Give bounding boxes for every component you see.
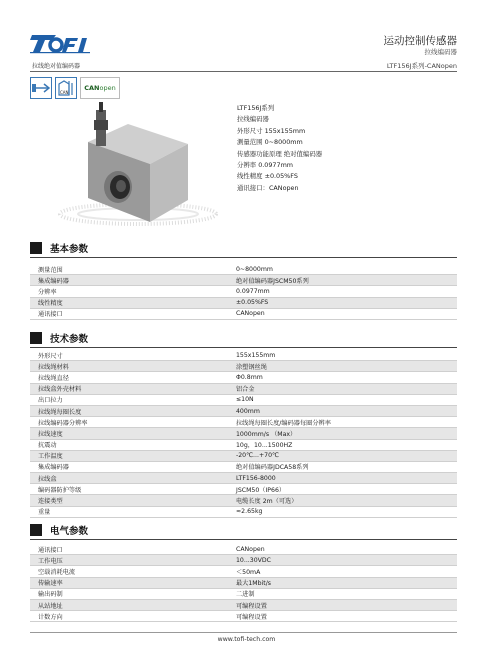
param-value: ≤10N: [236, 396, 254, 404]
param-name: 拉线速度: [38, 430, 63, 438]
param-name: 拉线盒: [38, 475, 57, 483]
param-value: -20℃...+70℃: [236, 452, 279, 460]
section-title: 基本参数: [50, 244, 89, 255]
table-row: [30, 589, 457, 600]
param-value: 0~8000mm: [236, 265, 273, 273]
param-value: 电缆长度 2m（可选）: [236, 498, 298, 506]
param-value: 绝对值编码器JDCA58系列: [236, 464, 309, 472]
svg-text:CAN: CAN: [60, 90, 69, 95]
section-title: 电气参数: [50, 526, 89, 537]
param-value: ＜50mA: [236, 568, 261, 576]
param-name: 拉线绳材料: [38, 363, 69, 371]
table-row: [30, 578, 457, 589]
product-info-line: 通讯接口：CANopen: [237, 183, 299, 192]
table-row: [30, 544, 457, 555]
param-name: 分辨率: [38, 288, 57, 296]
param-name: 拉线盒外壳材料: [38, 386, 82, 394]
param-name: 工作电压: [38, 557, 63, 565]
param-value: JSCM50（IP66）: [236, 486, 286, 494]
param-value: 二进制: [236, 591, 255, 599]
section-marker: [30, 332, 42, 344]
param-name: 测量范围: [38, 266, 63, 274]
param-name: 通讯接口: [38, 546, 63, 554]
table-row: [30, 264, 457, 275]
param-value: 拉线绳每圈长度/编码器每圈分辨率: [236, 419, 331, 427]
header-divider: [30, 71, 457, 72]
param-name: 从站地址: [38, 602, 63, 610]
param-name: 拉线绳每圈长度: [38, 408, 82, 416]
table-row: [30, 350, 457, 361]
param-value: 0.0977mm: [236, 287, 270, 295]
table-row: [30, 555, 457, 566]
section-divider: [30, 539, 457, 540]
table-row: [30, 361, 457, 372]
param-name: 拉线绳直径: [38, 374, 69, 382]
table-row: [30, 428, 457, 439]
linear-arrow-icon: [30, 77, 52, 99]
section-marker: [30, 242, 42, 254]
section-divider: [30, 257, 457, 258]
table-row: [30, 507, 457, 518]
product-info-line: LTF156J系列: [237, 104, 275, 112]
param-name: 集成编码器: [38, 277, 69, 285]
param-name: 传输速率: [38, 580, 63, 588]
param-value: 10g，10...1500HZ: [236, 442, 293, 450]
category-label: 拉线绝对值编码器: [32, 63, 81, 70]
table-row: [30, 298, 457, 309]
product-info-line: 传感器功能原理 绝对值编码器: [237, 149, 323, 158]
param-name: 集成编码器: [38, 464, 69, 472]
section-header-electrical: [30, 523, 457, 537]
table-row: [30, 395, 457, 406]
can-absolute-icon: [55, 77, 77, 99]
table-row: [30, 484, 457, 495]
section-header-technical: [30, 331, 457, 345]
param-value: CANopen: [236, 310, 265, 318]
header-title: 运动控制传感器: [383, 35, 457, 47]
table-row: [30, 286, 457, 297]
param-value: 1000mm/s （Max）: [236, 430, 297, 438]
param-value: 10...30VDC: [236, 556, 271, 564]
footer-url: www.tofi-tech.com: [217, 636, 276, 643]
product-info-line: 分辨率 0.0977mm: [237, 161, 294, 170]
param-name: 抗震动: [38, 442, 57, 450]
section-header-basic: [30, 241, 457, 255]
table-row: [30, 451, 457, 462]
product-info-line: 外形尺寸 155x155mm: [237, 126, 306, 135]
header-series: LTF156J系列-CANopen: [386, 62, 457, 70]
param-name: 外形尺寸: [38, 352, 63, 360]
table-row: [30, 406, 457, 417]
footer-divider: [30, 632, 457, 633]
param-value: 155x155mm: [236, 351, 276, 359]
product-info-line: 线性精度 ±0.05%FS: [237, 172, 298, 181]
param-value: 最大1Mbit/s: [236, 580, 272, 588]
param-value: Φ0.8mm: [236, 373, 263, 381]
param-name: 工作温度: [38, 453, 63, 461]
param-name: 通讯接口: [38, 311, 63, 319]
feature-icons: [30, 77, 120, 99]
electrical-params-table: [30, 544, 457, 622]
table-row: [30, 372, 457, 383]
param-value: 可编程设置: [236, 602, 267, 610]
table-row: [30, 275, 457, 286]
header-subtitle: 拉线编码器: [424, 48, 457, 56]
param-name: 输出码制: [38, 591, 63, 599]
product-info-line: 拉线编码器: [237, 115, 269, 124]
table-row: [30, 384, 457, 395]
param-value: 可编程设置: [236, 613, 267, 621]
param-value: ±0.05%FS: [236, 299, 269, 307]
table-row: [30, 600, 457, 611]
table-row: [30, 473, 457, 484]
table-row: [30, 566, 457, 577]
param-name: 拉线编码器分辨率: [38, 419, 88, 427]
basic-params-table: [30, 264, 457, 320]
tofi-logo: [30, 32, 100, 54]
table-row: [30, 495, 457, 506]
product-image: [38, 102, 228, 232]
param-name: 连接类型: [38, 498, 63, 506]
param-name: 重量: [38, 509, 51, 517]
param-value: 涂塑钢丝绳: [236, 363, 267, 371]
technical-params-table: [30, 350, 457, 518]
product-info: [237, 103, 322, 194]
param-value: CANopen: [236, 545, 265, 553]
section-title: 技术参数: [50, 334, 89, 345]
table-row: [30, 309, 457, 320]
param-name: 编码器防护等级: [38, 486, 82, 494]
param-value: 铝合金: [236, 386, 255, 394]
param-value: LTF156-8000: [236, 474, 276, 482]
param-value: 绝对值编码器JSCM50系列: [236, 277, 309, 285]
section-divider: [30, 347, 457, 348]
param-value: 400mm: [236, 407, 260, 415]
product-info-line: 测量范围 0~8000mm: [237, 138, 303, 147]
param-value: ≈2.65kg: [236, 508, 263, 516]
table-row: [30, 417, 457, 428]
section-marker: [30, 524, 42, 536]
param-name: 线性精度: [38, 300, 63, 308]
table-row: [30, 611, 457, 622]
param-name: 出口拉力: [38, 397, 63, 405]
param-name: 计数方向: [38, 613, 63, 621]
table-row: [30, 462, 457, 473]
canopen-logo: CAN open: [80, 77, 120, 99]
table-row: [30, 440, 457, 451]
param-name: 空载消耗电流: [38, 568, 76, 576]
